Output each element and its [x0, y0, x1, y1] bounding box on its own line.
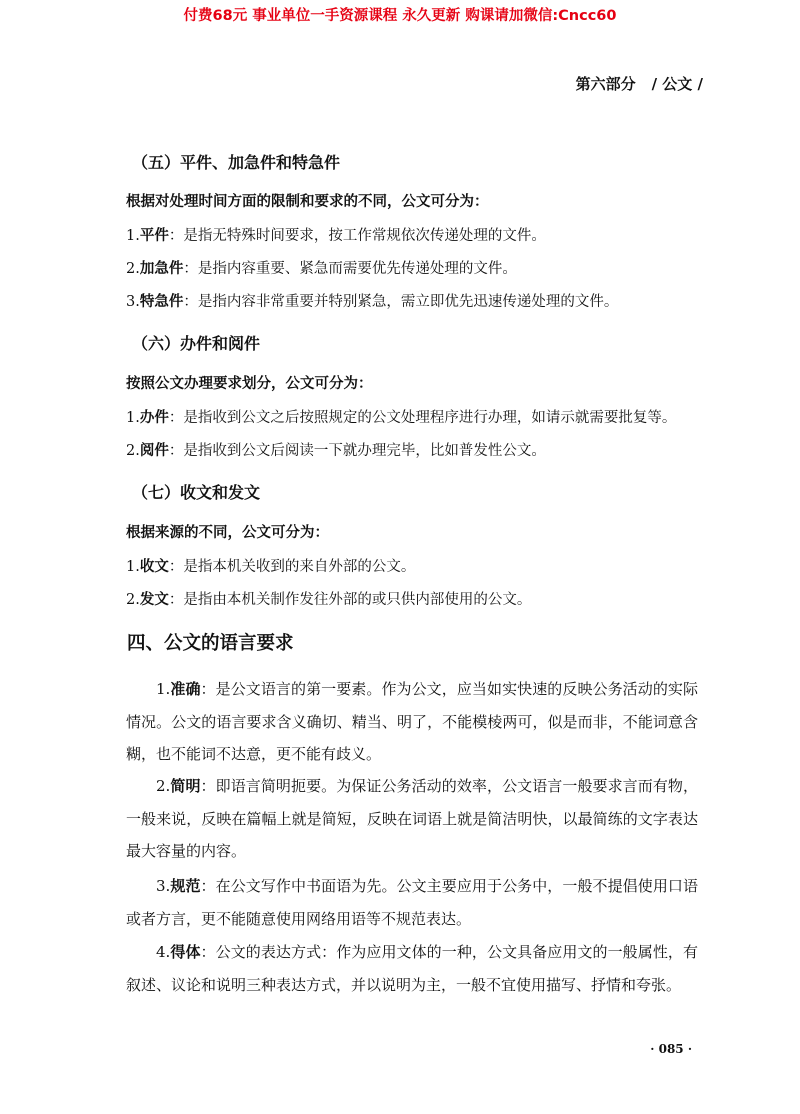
section-6-title: （六）办件和阅件: [132, 334, 261, 353]
section-7-title: （七）收文和发文: [132, 483, 261, 502]
promo-banner: 付费68元 事业单位一手资源课程 永久更新 购课请加微信:Cncc60: [183, 8, 617, 24]
language-section-title: 四、公文的语言要求: [127, 633, 294, 654]
list-item: 2.发文：是指由本机关制作发往外部的或只供内部使用的公文。: [126, 591, 532, 608]
list-item: 1.平件：是指无特殊时间要求，按工作常规依次传递处理的文件。: [126, 227, 546, 244]
paragraph: 3.规范：在公文写作中书面语为先。公文主要应用于公务中，一般不提倡使用口语或者方言，更不能随意使用网络用语等不规范表达。: [126, 877, 698, 928]
header-part: 第六部分: [575, 75, 636, 93]
list-item: 3.特急件：是指内容非常重要并特别紧急，需立即优先迅速传递处理的文件。: [126, 293, 619, 310]
paragraph: 1.准确：是公文语言的第一要素。作为公文，应当如实快速的反映公务活动的实际情况。公文的语言要求含义确切、精当、明了，不能模棱两可，似是而非，不能词意含糊，也不能词不达意，更不能有歧义。: [126, 680, 698, 763]
running-header: [576, 73, 703, 94]
list-item: 1.收文：是指本机关收到的来自外部的公文。: [126, 558, 416, 575]
paragraph: 4.得体：公文的表达方式：作为应用文体的一种，公文具备应用文的一般属性，有叙述、议论和说明三种表达方式，并以说明为主，一般不宜使用描写、抒情和夸张。: [126, 943, 698, 994]
list-item: 2.加急件：是指内容重要、紧急而需要优先传递处理的文件。: [126, 260, 517, 277]
header-section: / 公文 /: [651, 75, 703, 93]
section-7-intro: 根据来源的不同，公文可分为：: [126, 524, 329, 541]
section-6-intro: 按照公文办理要求划分，公文可分为：: [126, 375, 373, 392]
list-item: 2.阅件：是指收到公文后阅读一下就办理完毕，比如普发性公文。: [126, 442, 546, 459]
page-number: · 085 ·: [650, 1042, 692, 1056]
paragraph: 2.简明：即语言简明扼要。为保证公务活动的效率，公文语言一般要求言而有物，一般来说，反映在篇幅上就是简短，反映在词语上就是简洁明快，以最简练的文字表达最大容量的内容。: [126, 777, 698, 860]
list-item: 1.办件：是指收到公文之后按照规定的公文处理程序进行办理，如请示就需要批复等。: [126, 409, 677, 426]
section-5-intro: 根据对处理时间方面的限制和要求的不同，公文可分为：: [126, 193, 489, 210]
section-5-title: （五）平件、加急件和特急件: [132, 153, 341, 172]
